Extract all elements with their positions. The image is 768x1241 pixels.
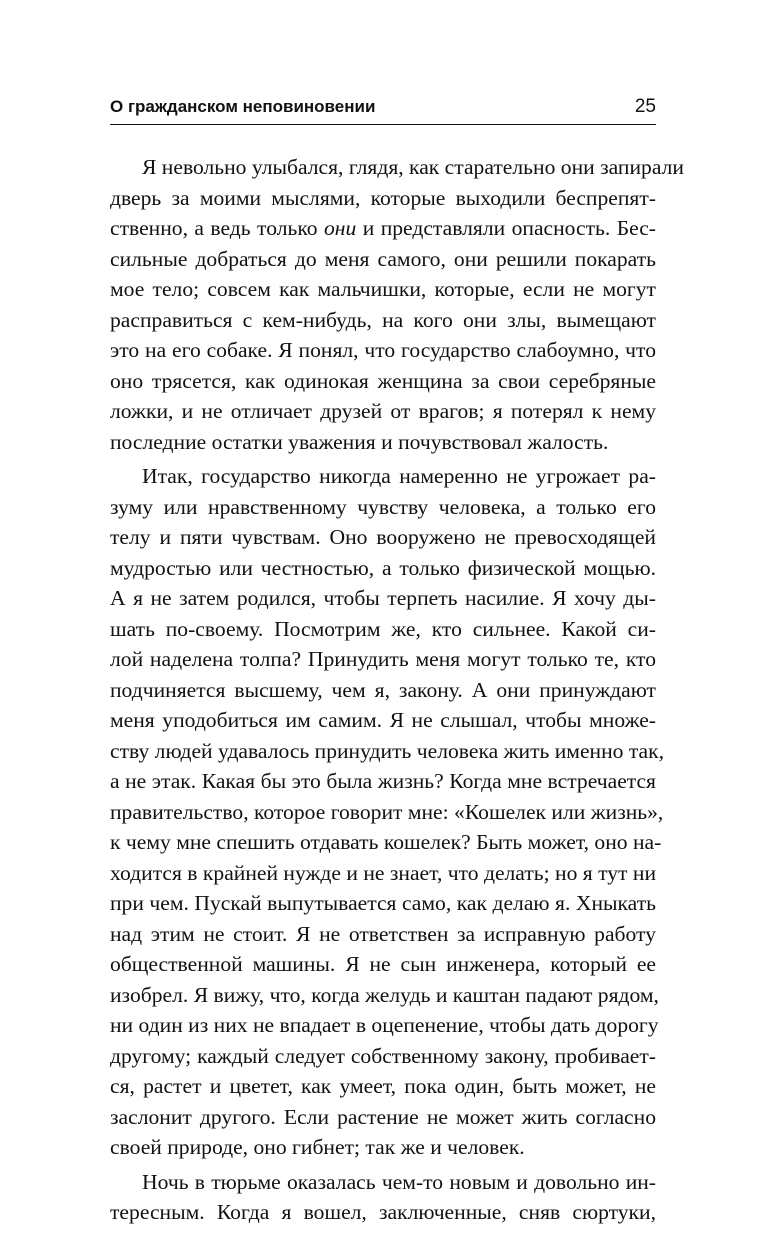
text-line: меня уподобиться им самим. Я не слышал, чтобы множе- xyxy=(110,708,656,732)
text-line: А я не затем родился, чтобы терпеть насилие. Я хочу ды- xyxy=(110,586,656,610)
text-line xyxy=(110,213,656,244)
text-segment: ственно, а ведь только xyxy=(110,216,324,240)
text-line: подчиняется высшему, чем я, закону. А они принуждают xyxy=(110,677,656,702)
text-line: расправиться с кем-нибудь, на кого они злы, вымещают xyxy=(110,307,656,332)
text-line: а не этак. Какая бы это была жизнь? Когда мне встречается xyxy=(110,769,656,793)
text-line: к чему мне спешить отдавать кошелек? Быть может, оно на- xyxy=(110,830,662,854)
emphasis: они xyxy=(323,216,357,240)
body-text xyxy=(110,152,684,1228)
text-line: последние остатки уважения и почувствовал жалость. xyxy=(110,429,609,454)
text-line: дверь за моими мыслями, которые выходили беспрепят- xyxy=(110,185,656,210)
text-line: Ночь в тюрьме оказалась чем-то новым и довольно ин- xyxy=(142,1169,656,1194)
text-line: телу и пяти чувствам. Оно вооружено не превосходящей xyxy=(110,525,656,549)
paragraph xyxy=(110,1167,656,1228)
text-line: шать по-своему. Посмотрим же, кто сильнее. Какой си- xyxy=(110,616,656,641)
text-line: ни один из них не впадает в оцепенение, чтобы дать дорогу xyxy=(110,1013,659,1037)
text-line: это на его собаке. Я понял, что государство слабоумно, что xyxy=(110,338,656,362)
running-head xyxy=(110,96,656,125)
text-line: над этим не стоит. Я не ответствен за исправную работу xyxy=(110,921,656,946)
text-line: Я невольно улыбался, глядя, как старательно они запирали xyxy=(142,155,684,179)
text-line: тересным. Когда я вошел, заключенные, сняв сюртуки, xyxy=(110,1200,656,1224)
text-line: правительство, которое говорит мне: «Кошелек или жизнь», xyxy=(110,799,664,824)
text-line: изобрел. Я вижу, что, когда желудь и каштан падают рядом, xyxy=(110,982,659,1007)
text-line: ся, растет и цветет, как умеет, пока один, быть может, не xyxy=(110,1074,656,1098)
text-line: оно трясется, как одинокая женщина за свои серебряные xyxy=(110,368,656,393)
text-line: при чем. Пускай выпутывается само, как делаю я. Хныкать xyxy=(110,891,656,915)
text-line: ству людей удавалось принудить человека жить именно так, xyxy=(110,738,665,763)
paragraph xyxy=(110,152,684,457)
text-line: Итак, государство никогда намеренно не угрожает ра- xyxy=(142,464,656,488)
text-segment: и представляли опасность. Бес- xyxy=(356,216,656,240)
paragraph xyxy=(110,461,665,1163)
text-line: сильные добраться до меня самого, они решили покарать xyxy=(110,246,656,271)
text-line: другому; каждый следует собственному закону, пробивает- xyxy=(110,1043,656,1068)
text-line: мудростью или честностью, а только физической мощью. xyxy=(110,555,656,580)
text-line: своей природе, оно гибнет; так же и человек. xyxy=(110,1135,525,1159)
text-line: заслонит другого. Если растение не может жить согласно xyxy=(110,1104,656,1129)
text-line: лой наделена толпа? Принудить меня могут только те, кто xyxy=(110,647,656,671)
text-line: ложки, и не отличает друзей от врагов; я потерял к нему xyxy=(110,399,656,423)
text-line: ходится в крайней нужде и не знает, что делать; но я тут ни xyxy=(110,860,656,885)
text-line: зуму или нравственному чувству человека, а только его xyxy=(110,494,656,519)
chapter-title: О гражданском неповиновении xyxy=(110,97,376,116)
text-line: общественной машины. Я не сын инженера, который ее xyxy=(110,952,656,976)
text-line: мое тело; совсем как мальчишки, которые, если не могут xyxy=(110,277,656,301)
page-number: 25 xyxy=(634,96,656,117)
